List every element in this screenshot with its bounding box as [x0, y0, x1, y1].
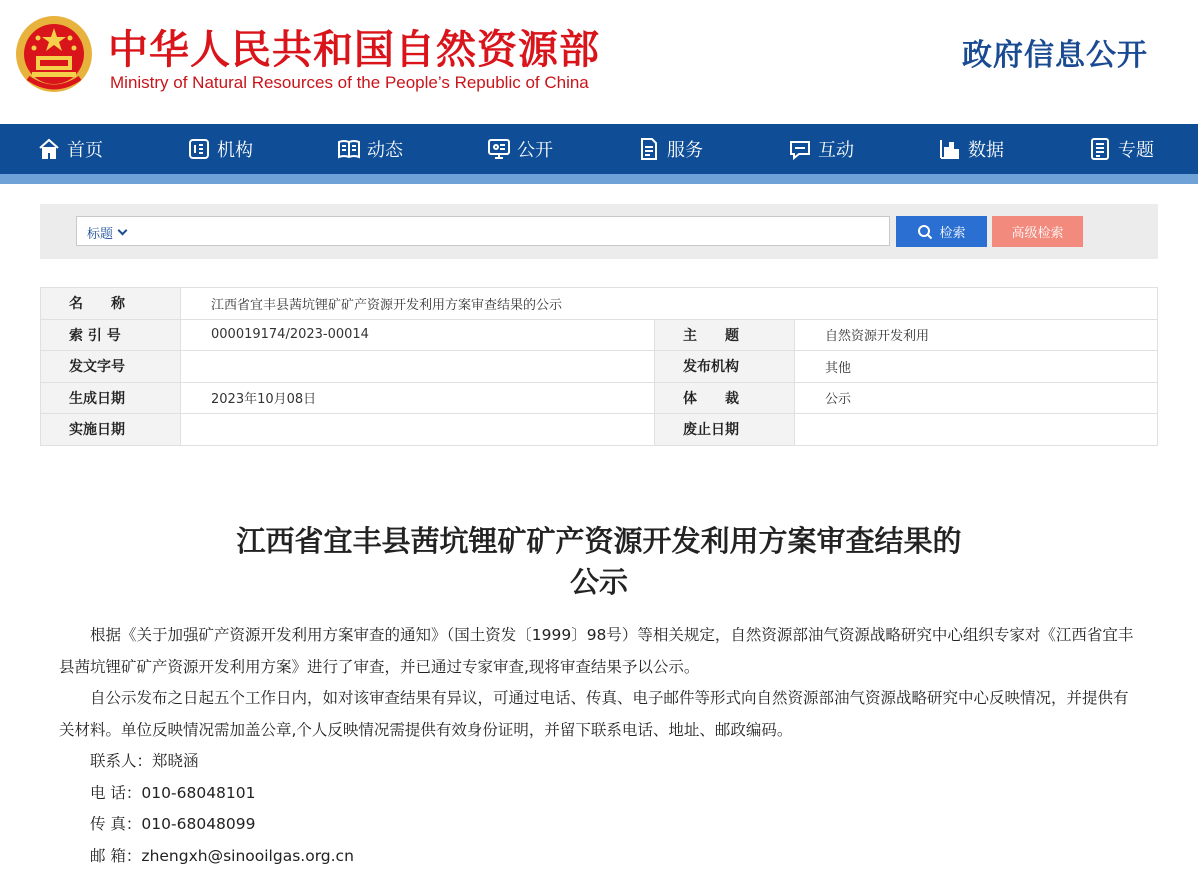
article-title [100, 521, 1098, 603]
site-title-en: Ministry of Natural Resources of the People’s Republic of China [110, 73, 589, 92]
meta-value-effective [181, 414, 655, 446]
nav-stripe [0, 174, 1198, 184]
nav-label: 机构 [217, 140, 253, 161]
bar-chart-icon [938, 137, 962, 161]
nav-item-service[interactable] [637, 124, 703, 174]
topic-icon [1088, 137, 1112, 161]
book-icon [337, 137, 361, 161]
meta-label-subject: 主 题 [655, 319, 795, 351]
meta-label-name: 名 称 [41, 288, 181, 320]
article-title-line: 公示 [569, 565, 628, 599]
nav-label: 动态 [367, 140, 403, 161]
search-button-label: 检索 [939, 226, 966, 241]
meta-value-expiry [795, 414, 1158, 446]
meta-label-doc-no: 发文字号 [41, 351, 181, 383]
contact-email: 邮 箱：zhengxh@sinooilgas.org.cn [90, 846, 354, 865]
site-header [0, 0, 1198, 124]
nav-label: 首页 [67, 140, 103, 161]
search-field-select[interactable] [87, 223, 126, 242]
contact-fax: 传 真：010-68048099 [90, 815, 256, 833]
table-row [41, 351, 1158, 383]
article-body [59, 620, 1139, 872]
nav-item-topic[interactable] [1088, 124, 1154, 174]
table-row [41, 288, 1158, 320]
advanced-search-button[interactable] [992, 216, 1083, 247]
meta-label-created: 生成日期 [41, 382, 181, 414]
nav-item-open[interactable] [487, 124, 553, 174]
nav-label: 数据 [968, 140, 1004, 161]
document-icon [637, 137, 661, 161]
national-emblem-icon [14, 14, 94, 96]
contact-phone: 电 话：010-68048101 [90, 783, 256, 802]
nav-item-interact[interactable] [788, 124, 854, 174]
site-title-cn: 中华人民共和国自然资源部 [108, 27, 600, 73]
nav-label: 互动 [818, 140, 854, 161]
main-nav [0, 124, 1198, 174]
nav-label: 服务 [667, 140, 703, 161]
table-row [41, 414, 1158, 446]
meta-value-subject: 自然资源开发利用 [795, 319, 1158, 351]
meta-value-index: 000019174/2023-00014 [181, 319, 655, 351]
meta-label-index: 索 引 号 [41, 319, 181, 351]
nav-item-data[interactable] [938, 124, 1004, 174]
meta-label-effective: 实施日期 [41, 414, 181, 446]
table-row [41, 319, 1158, 351]
search-icon [917, 224, 933, 240]
article-title-line: 江西省宜丰县茜坑锂矿矿产资源开发利用方案审查结果的 [236, 524, 962, 558]
meta-label-expiry: 废止日期 [655, 414, 795, 446]
nav-item-home[interactable] [37, 124, 103, 174]
meta-label-genre: 体 裁 [655, 382, 795, 414]
monitor-icon [487, 137, 511, 161]
article-paragraph: 自公示发布之日起五个工作日内，如对该审查结果有异议，可通过电话、传真、电子邮件等形式向自然资源部油气资源战略研究中心反映情况，并提供有关材料。单位反映情况需加盖公章,个人反映情况需提供有效身份证明，并留下联系电话、地址、邮政编码。 [59, 689, 1129, 739]
search-input[interactable] [137, 219, 882, 243]
home-icon [37, 137, 61, 161]
chat-icon [788, 137, 812, 161]
contact-person: 联系人：郑晓涵 [90, 752, 199, 770]
org-icon [187, 137, 211, 161]
search-box [76, 216, 890, 246]
article-paragraph: 根据《关于加强矿产资源开发利用方案审查的通知》（国土资发〔1999〕98号）等相关规定，自然资源部油气资源战略研究中心组织专家对《江西省宜丰县茜坑锂矿矿产资源开发利用方案》进行了审查，并已通过专家审查,现将审查结果予以公示。 [59, 626, 1134, 676]
nav-item-org[interactable] [187, 124, 253, 174]
nav-label: 公开 [517, 140, 553, 161]
advanced-search-label: 高级检索 [1011, 226, 1064, 241]
nav-label: 专题 [1118, 140, 1154, 161]
search-bar [40, 204, 1158, 259]
meta-value-genre: 公示 [795, 382, 1158, 414]
meta-value-name: 江西省宜丰县茜坑锂矿矿产资源开发利用方案审查结果的公示 [181, 288, 1158, 320]
nav-item-news[interactable] [337, 124, 403, 174]
table-row [41, 382, 1158, 414]
search-button[interactable] [896, 216, 987, 247]
meta-value-publisher: 其他 [795, 351, 1158, 383]
chevron-down-icon [118, 226, 128, 236]
meta-value-doc-no [181, 351, 655, 383]
meta-value-created: 2023年10月08日 [181, 382, 655, 414]
document-meta-table [40, 287, 1158, 446]
meta-label-publisher: 发布机构 [655, 351, 795, 383]
section-title: 政府信息公开 [962, 38, 1148, 73]
search-field-label: 标题 [87, 227, 114, 242]
